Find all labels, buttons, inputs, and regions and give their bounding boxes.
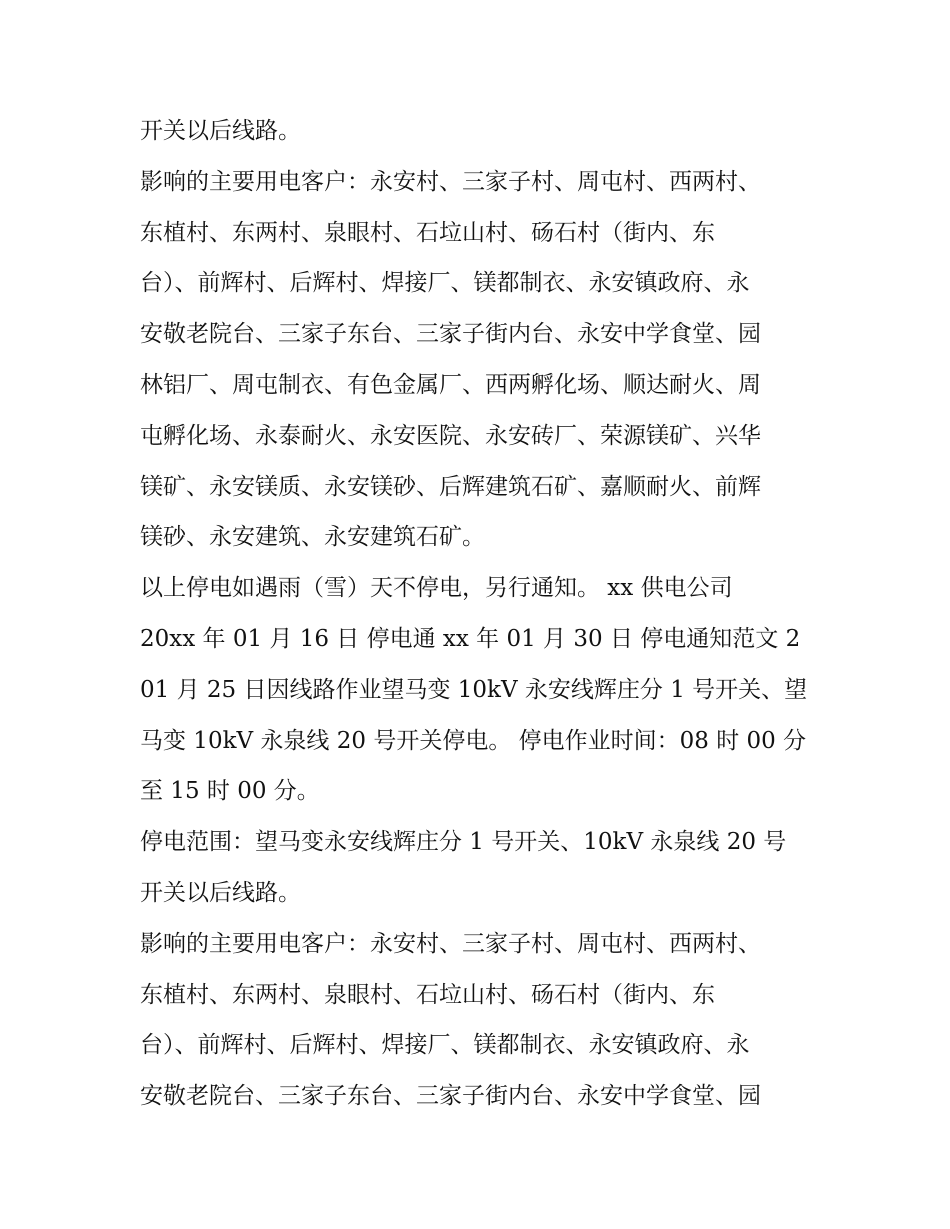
text-line: 台）、前辉村、后辉村、焊接厂、镁都制衣、永安镇政府、永 — [140, 270, 750, 297]
text-line: 台）、前辉村、后辉村、焊接厂、镁都制衣、永安镇政府、永 — [140, 1032, 750, 1059]
text-line: 开关以后线路。 — [140, 879, 301, 906]
text-line: 开关以后线路。 — [140, 118, 301, 144]
text-line: 停电范围：望马变永安线辉庄分 1 号开关、10kV 永泉线 20 号 — [140, 829, 787, 856]
text-line: 安敬老院台、三家子东台、三家子街内台、永安中学食堂、园 — [140, 1083, 761, 1110]
text-line: 镁矿、永安镁质、永安镁砂、后辉建筑石矿、嘉顺耐火、前辉 — [140, 473, 761, 500]
text-line: 林铝厂、周屯制衣、有色金属厂、西两孵化场、顺达耐火、周 — [140, 371, 761, 398]
text-line: 01 月 25 日因线路作业望马变 10kV 永安线辉庄分 1 号开关、望 — [140, 676, 808, 703]
text-line: 至 15 时 00 分。 — [140, 778, 320, 805]
body-text — [140, 106, 820, 1122]
text-line: 东植村、东两村、泉眼村、石垃山村、砀石村（街内、东 — [140, 219, 715, 246]
text-line: 以上停电如遇雨（雪）天不停电，另行通知。 xx 供电公司 — [140, 575, 733, 602]
text-line: 影响的主要用电客户：永安村、三家子村、周屯村、西两村、 — [140, 930, 761, 957]
text-line: 安敬老院台、三家子东台、三家子街内台、永安中学食堂、园 — [140, 321, 761, 348]
text-line: 屯孵化场、永泰耐火、永安医院、永安砖厂、荣源镁矿、兴华 — [140, 422, 761, 449]
text-line: 20xx 年 01 月 16 日 停电通 xx 年 01 月 30 日 停电通知范文 2 — [140, 625, 801, 652]
text-line: 影响的主要用电客户：永安村、三家子村、周屯村、西两村、 — [140, 168, 761, 195]
text-line: 马变 10kV 永泉线 20 号开关停电。 停电作业时间：08 时 00 分 — [140, 727, 807, 754]
text-line: 镁砂、永安建筑、永安建筑石矿。 — [140, 524, 485, 551]
text-line: 东植村、东两村、泉眼村、石垃山村、砀石村（街内、东 — [140, 981, 715, 1008]
